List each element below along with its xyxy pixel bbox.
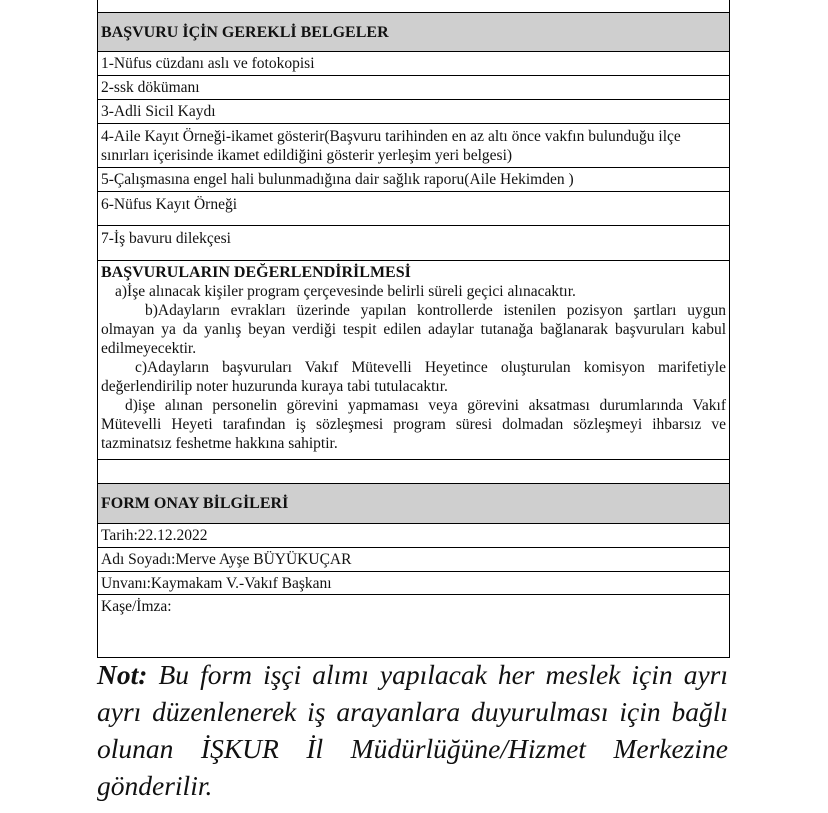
document-item-text: 7-İş bavuru dilekçesi (101, 230, 231, 247)
document-item-text: 4-Aile Kayıt Örneği-ikamet gösterir(Başvuru tarihinden en az altı önce vakfın bulunduğu ilçe sınırları içerisinde ikamet edildiğini gösterir yerleşim yeri belgesi) (101, 127, 681, 164)
approval-title: Unvanı:Kaymakam V.-Vakıf Başkanı (101, 574, 332, 592)
approval-date: Tarih:22.12.2022 (101, 527, 208, 544)
document-item-text: 2-ssk dökümanı (101, 79, 200, 96)
footer-note-text: Bu form işçi alımı yapılacak her meslek için ayrı ayrı düzenlenerek iş arayanlara duyurulması için bağlı olunan İŞKUR İl Müdürlüğüne/Hizmet Merkezine gönderilir. (97, 659, 728, 801)
evaluation-paragraph-b: b)Adayların evrakları üzerinde yapılan kontrollerde istenilen pozisyon şartları uygun olmayan ya da yanlış beyan verdiği tespit edilen adaylar tutanağa bağlanarak başvuruları kabul edilmeyecektir. (101, 302, 726, 357)
document-item (98, 168, 729, 192)
footer-note-label: Not: (97, 659, 148, 690)
approval-stamp-label: Kaşe/İmza: (101, 598, 172, 615)
document-item-text: 6-Nüfus Kayıt Örneği (101, 196, 238, 213)
evaluation-paragraph-d: d)işe alınan personelin görevini yapmaması veya görevini aksatması durumlarında Vakıf Mütevelli Heyeti tarafından iş sözleşmesi program süresi dolmadan sözleşmeyi ihbarsız ve tazminatsız feshetme hakkına sahiptir. (101, 397, 726, 452)
footer-note (97, 656, 728, 804)
top-spacer-row (98, 0, 729, 13)
approval-section-title: FORM ONAY BİLGİLERİ (101, 495, 289, 512)
approval-stamp-row (98, 595, 729, 658)
evaluation-section (98, 261, 729, 460)
document-item (98, 124, 729, 168)
document-item (98, 52, 729, 76)
document-item (98, 76, 729, 100)
application-form-table (97, 0, 730, 658)
document-item (98, 100, 729, 124)
approval-date-row (98, 524, 729, 548)
approval-section-header (98, 484, 729, 524)
approval-title-row (98, 572, 729, 595)
document-item (98, 192, 729, 226)
approval-name-row (98, 548, 729, 572)
documents-section-title: BAŞVURU İÇİN GEREKLİ BELGELER (101, 23, 389, 41)
evaluation-paragraph-c: c)Adayların başvuruları Vakıf Mütevelli Heyetince oluşturulan komisyon marifetiyle değerlendirilip noter huzurunda kuraya tabi tutulacaktır. (101, 359, 726, 395)
blank-spacer-row (98, 460, 729, 484)
approval-name: Adı Soyadı:Merve Ayşe BÜYÜKUÇAR (101, 551, 352, 568)
document-item-text: 1-Nüfus cüzdanı aslı ve fotokopisi (101, 55, 315, 72)
document-item-text: 5-Çalışmasına engel hali bulunmadığına dair sağlık raporu(Aile Hekimden ) (101, 171, 574, 188)
evaluation-section-title: BAŞVURULARIN DEĞERLENDİRİLMESİ (101, 264, 411, 281)
document-item-text: 3-Adli Sicil Kaydı (101, 103, 216, 120)
documents-section-header (98, 13, 729, 52)
document-item (98, 226, 729, 261)
evaluation-paragraph-a: a)İşe alınacak kişiler program çerçevesinde belirli süreli geçici alınacaktır. (115, 283, 576, 300)
